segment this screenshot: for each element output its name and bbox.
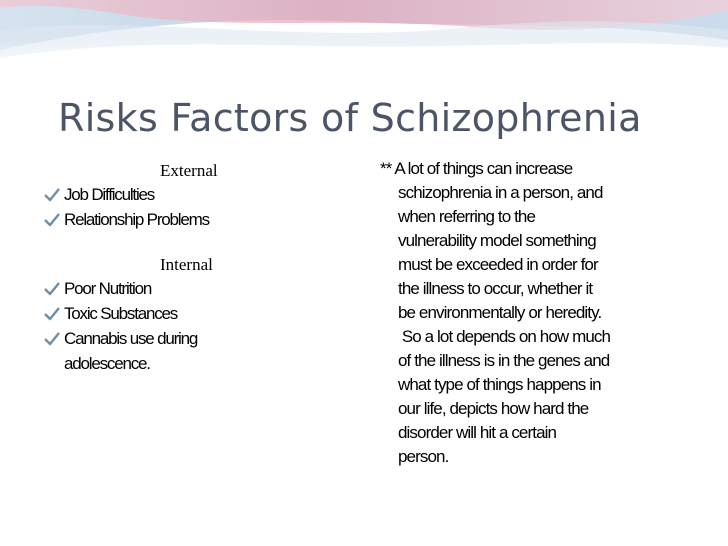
list-item-label: Cannabis use during bbox=[64, 329, 198, 348]
note-line: be environmentally or heredity. bbox=[398, 303, 602, 322]
note-line: our life, depicts how hard the bbox=[398, 399, 589, 418]
decorative-banner bbox=[0, 0, 728, 80]
note-line: schizophrenia in a person, and bbox=[398, 183, 603, 202]
internal-heading: Internal bbox=[160, 255, 213, 274]
external-heading: External bbox=[160, 161, 218, 180]
list-item bbox=[0, 276, 300, 301]
note-line: of the illness is in the genes and bbox=[398, 351, 610, 370]
slide-title: Risks Factors of Schizophrenia bbox=[58, 96, 642, 140]
checkmark-icon bbox=[44, 213, 60, 227]
checkmark-icon bbox=[44, 332, 60, 346]
note-line: what type of things happens in bbox=[398, 375, 601, 394]
checkmark-icon bbox=[44, 307, 60, 321]
note-line: must be exceeded in order for bbox=[398, 255, 598, 274]
list-item bbox=[0, 207, 300, 232]
checkmark-icon bbox=[44, 282, 60, 296]
explanation-note bbox=[380, 157, 710, 469]
note-line: vulnerability model something bbox=[398, 231, 596, 250]
note-line: So a lot depends on how much bbox=[398, 327, 611, 346]
list-item-label: Toxic Substances bbox=[64, 304, 178, 323]
note-line: the illness to occur, whether it bbox=[398, 279, 593, 298]
list-item bbox=[0, 182, 300, 207]
list-item bbox=[0, 301, 300, 326]
list-item-label: Job Difficulties bbox=[64, 185, 155, 204]
list-item-label: Relationship Problems bbox=[64, 210, 209, 229]
risk-factors-list bbox=[0, 160, 300, 376]
note-paragraph bbox=[380, 157, 710, 469]
note-line: disorder will hit a certain bbox=[398, 423, 557, 442]
list-item-label: Poor Nutrition bbox=[64, 279, 152, 298]
note-line: when referring to the bbox=[398, 207, 536, 226]
note-line: person. bbox=[398, 447, 449, 466]
note-line: ** A lot of things can increase bbox=[380, 159, 573, 178]
list-item-label: adolescence. bbox=[64, 354, 150, 373]
checkmark-icon bbox=[44, 188, 60, 202]
list-item bbox=[0, 326, 300, 376]
